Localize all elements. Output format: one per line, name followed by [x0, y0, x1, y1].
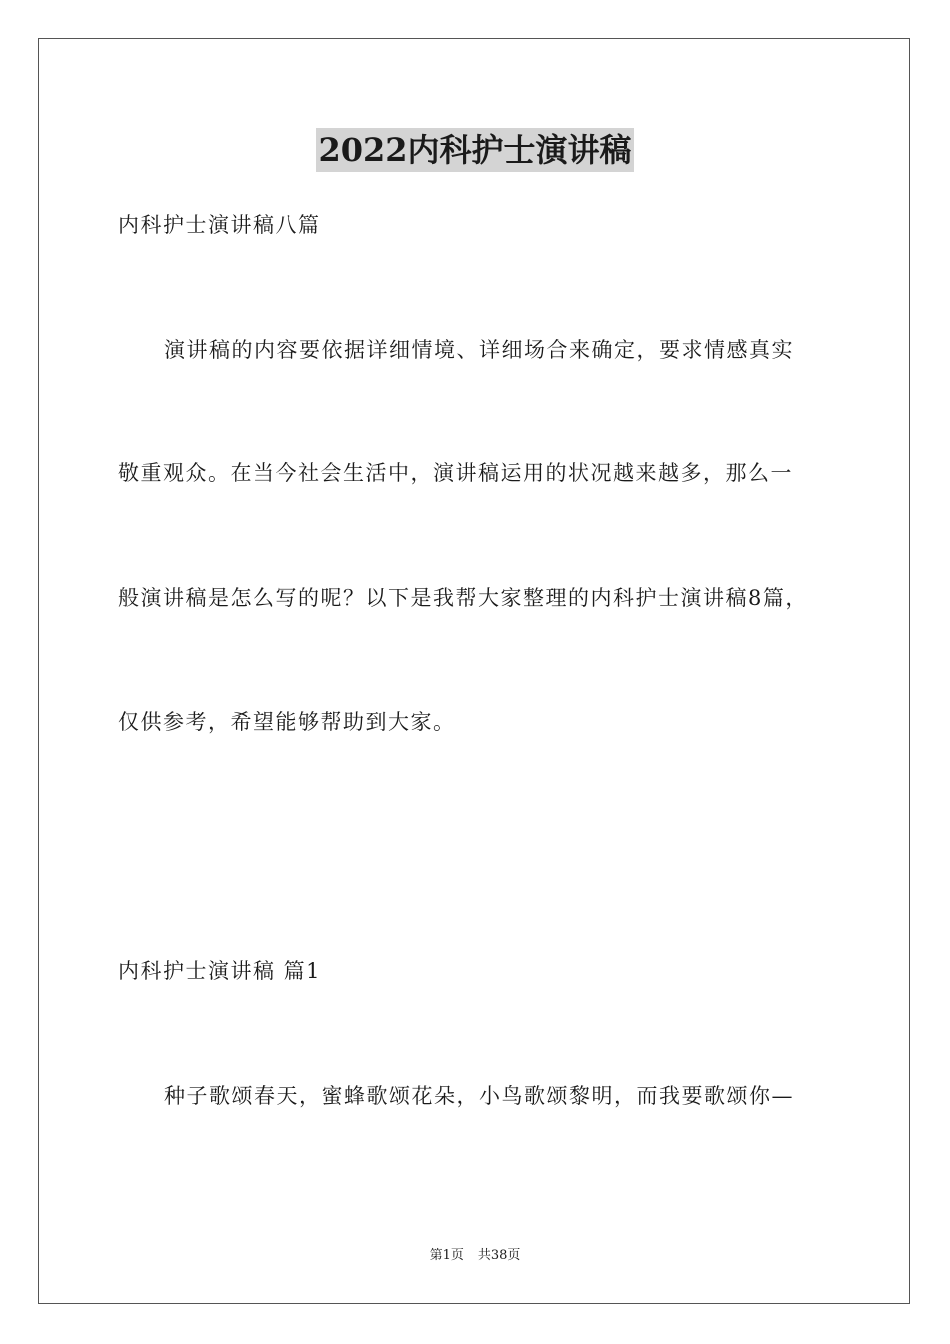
intro-line-2: 敬重观众。在当今社会生活中，演讲稿运用的状况越来越多，那么一: [118, 461, 793, 485]
page-total: 共38页: [477, 1248, 521, 1263]
document-subtitle: 内科护士演讲稿八篇: [118, 213, 321, 237]
section-paragraph-line-1: 种子歌颂春天，蜜蜂歌颂花朵，小鸟歌颂黎明，而我要歌颂你—: [164, 1084, 794, 1108]
title-container: [0, 128, 950, 172]
intro-line-1: 演讲稿的内容要依据详细情境、详细场合来确定，要求情感真实: [164, 338, 794, 362]
page-number: 第1页: [429, 1248, 464, 1263]
section-heading: 内科护士演讲稿 篇1: [118, 959, 322, 983]
document-title: 2022内科护士演讲稿: [316, 128, 633, 172]
intro-line-4: 仅供参考，希望能够帮助到大家。: [118, 710, 456, 734]
page-footer: [0, 1247, 950, 1265]
intro-line-3: 般演讲稿是怎么写的呢？以下是我帮大家整理的内科护士演讲稿8篇，: [118, 586, 808, 610]
